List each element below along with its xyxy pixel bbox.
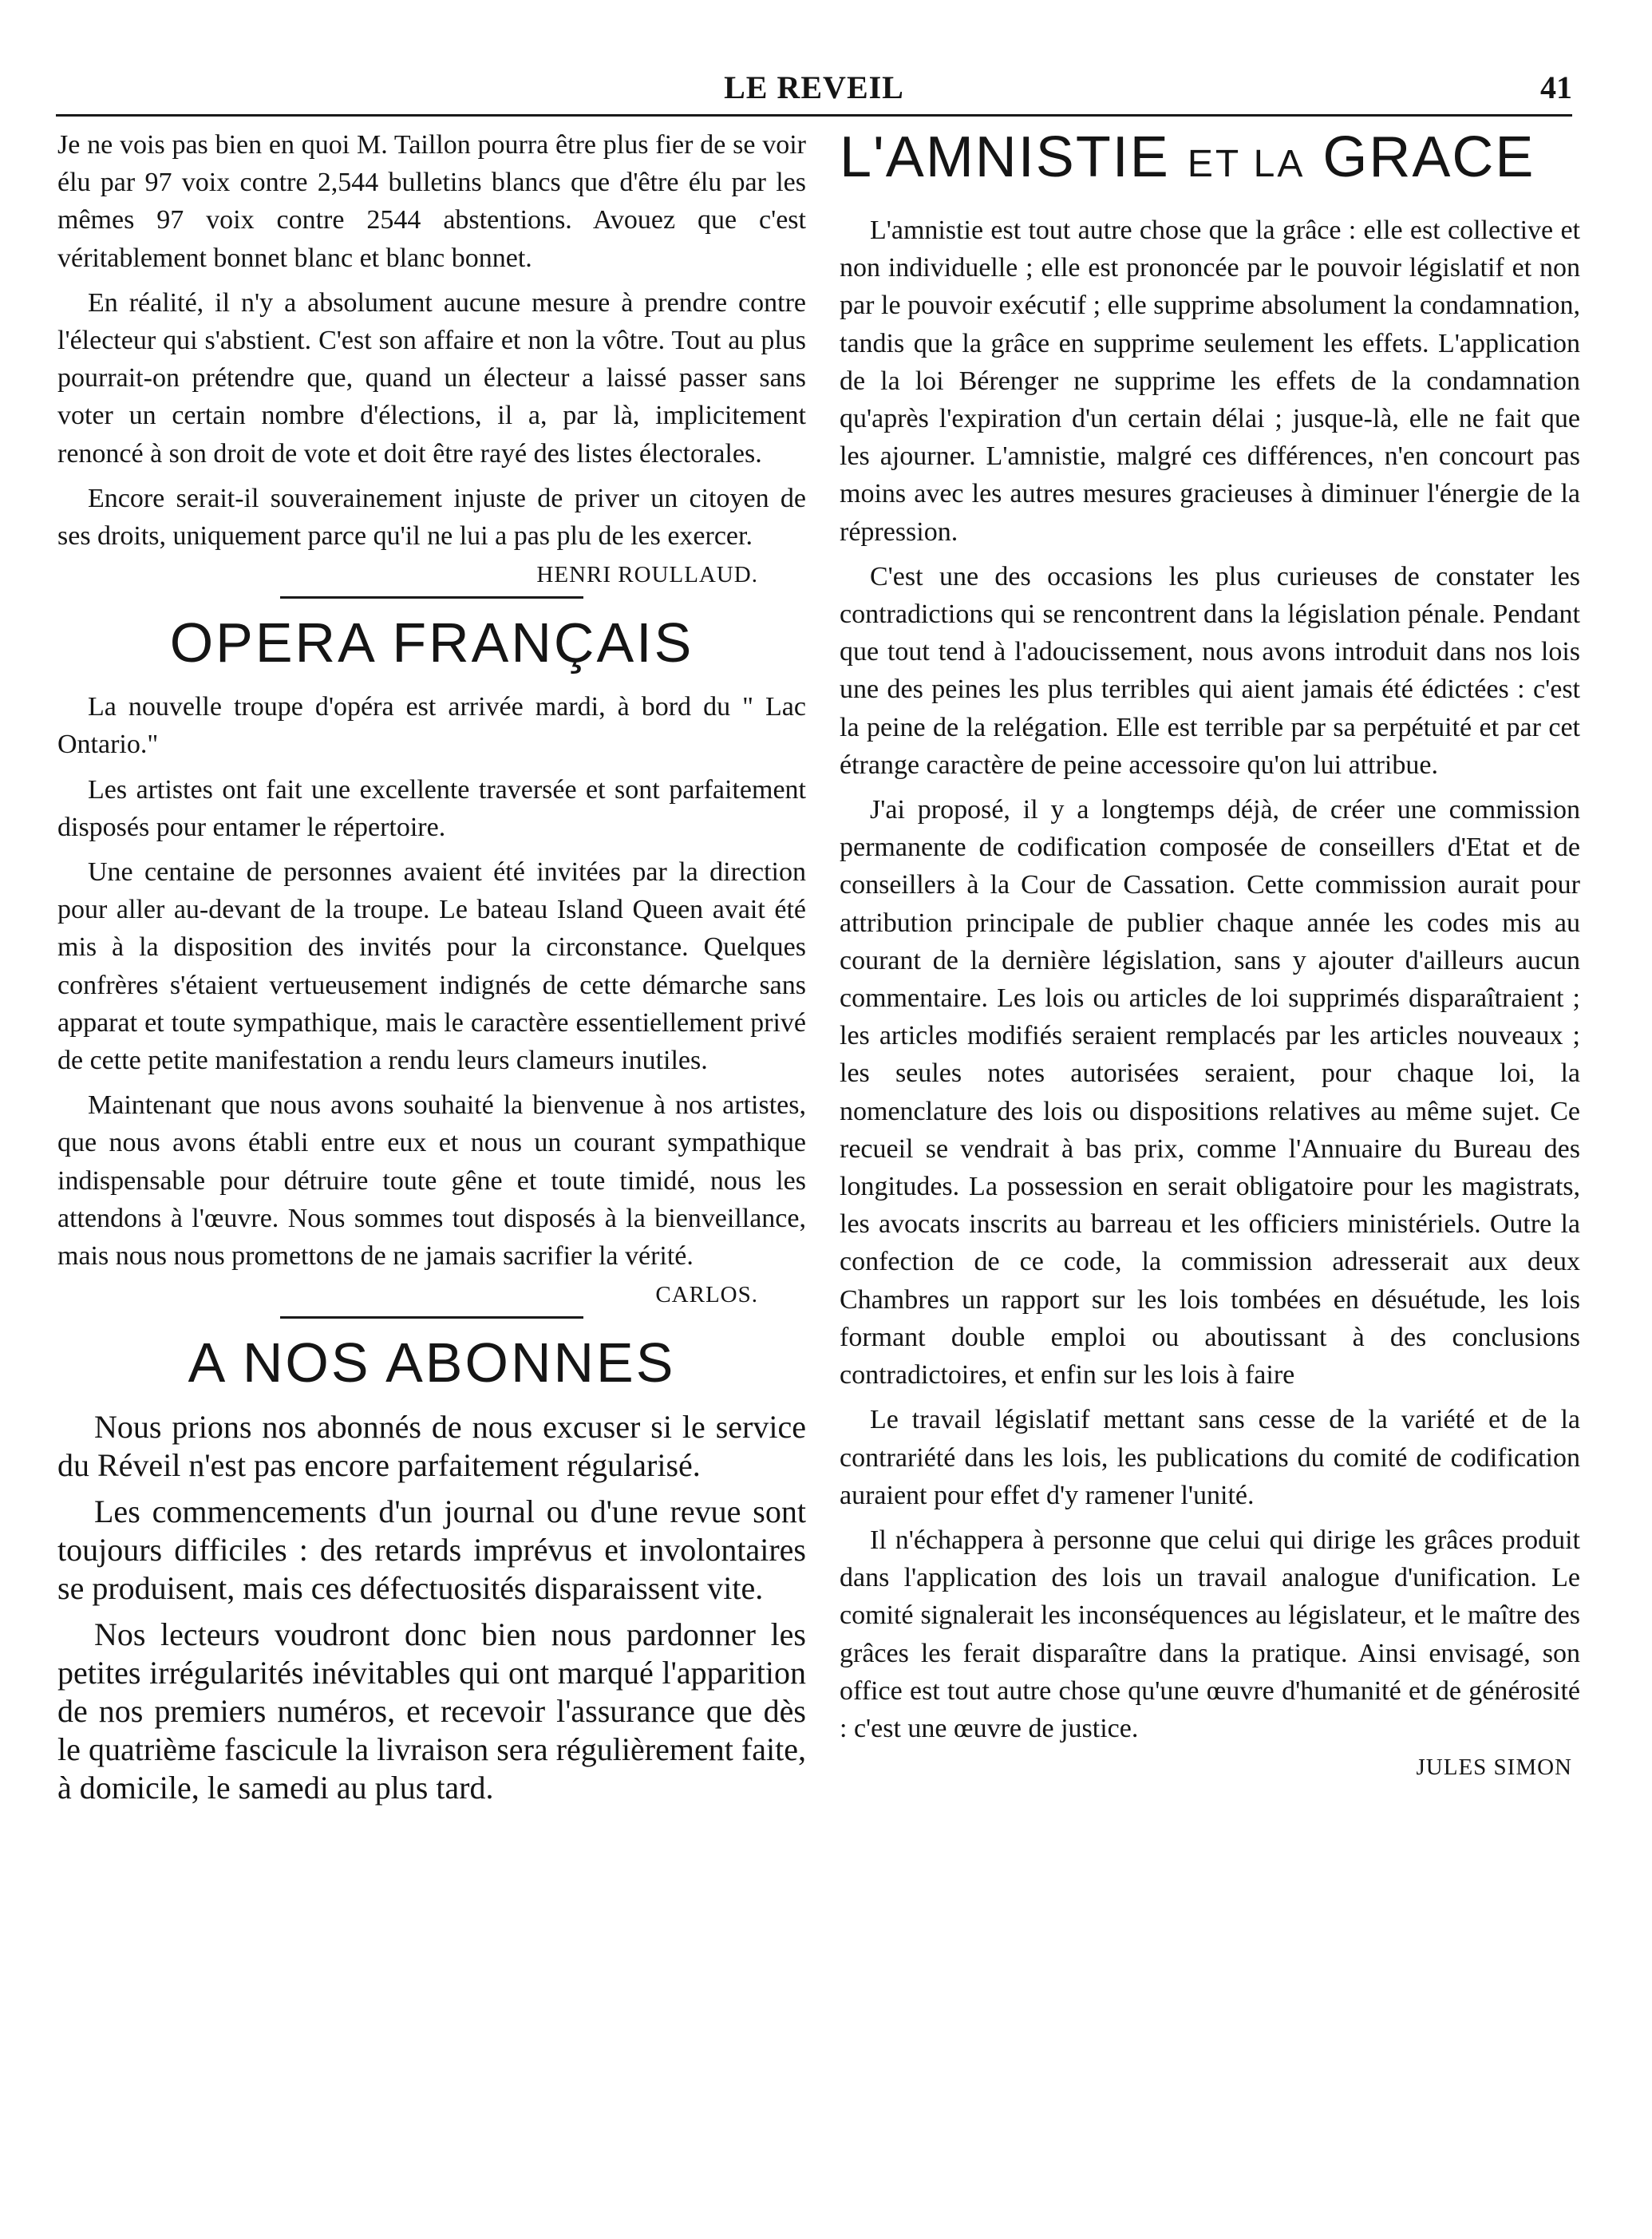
amnistie-heading	[840, 126, 1580, 196]
amnistie-paragraph-3: J'ai proposé, il y a longtemps déjà, de créer une commission permanente de codification composée de conseillers d'Etat et de conseillers à la Cour de Cassation. Cette commission aurait pour attribution principale de publier chaque année les codes mis au courant de la dernière législation, sans y ajouter d'ailleurs aucun commentaire. Les lois ou articles de loi supprimés disparaîtraient ; les articles modifiés seraient remplacés par les articles nouveaux ; les seules notes autorisées seraient, pour chaque loi, la nomenclature des lois ou dispositions relatives au même sujet. Ce recueil se vendrait à bas prix, comme l'Annuaire du Bureau des longitudes. La possession en serait obligatoire pour les magistrats, les avocats inscrits au barreau et les officiers ministériels. Outre la confection de ce code, la commission adresserait aux deux Chambres un rapport sur les lois tombées en désuétude, les lois formant double emploi ou aboutissant à des conclusions contradictoires, et enfin sur les lois à faire	[840, 795, 1580, 1390]
section-divider	[280, 596, 583, 599]
amnistie-heading-part2: ET LA	[1187, 143, 1306, 185]
opera-heading: OPERA FRANÇAIS	[169, 611, 694, 674]
opera-paragraph-2: Les artistes ont fait une excellente traversée et sont parfaitement disposés pour entamer le répertoire.	[57, 774, 806, 842]
amnistie-paragraph-1: L'amnistie est tout autre chose que la grâce : elle est collective et non individuelle ; elle est prononcée par le pouvoir législatif et non par le pouvoir exécutif ; elle supprime absolument la condamnation, tandis que la grâce en supprime seulement les effets. L'application de la loi Bérenger ne supprime les effets de la condamnation qu'après l'expiration d'un certain délai ; jusque-là, elle ne fait que les ajourner. L'amnistie, malgré ces différences, n'en concourt pas moins avec les autres mesures gracieuses à diminuer l'énergie de la répression.	[840, 216, 1580, 547]
right-column	[840, 126, 1580, 1789]
intro-paragraph-1: Je ne vois pas bien en quoi M. Taillon pourra être plus fier de se voir élu par 97 voix contre 2,544 bulletins blancs que d'être élu par les mêmes 97 voix contre 2544 abstentions. Avouez que c'est véritablement bonnet blanc et blanc bonnet.	[57, 130, 806, 273]
intro-paragraph-3: Encore serait-il souverainement injuste de priver un citoyen de ses droits, uniquement parce qu'il ne lui a pas plu de les exercer.	[57, 483, 806, 552]
abonnes-heading: A NOS ABONNES	[188, 1331, 676, 1394]
opera-paragraph-1: La nouvelle troupe d'opéra est arrivée mardi, à bord du " Lac Ontario."	[57, 692, 806, 760]
journal-title: LE REVEIL	[724, 69, 904, 105]
abonnes-paragraph-2: Les commencements d'un journal ou d'une revue sont toujours difficiles : des retards imprévus et involontaires se produisent, mais ces défectuosités disparaissent vite.	[57, 1493, 806, 1607]
left-column	[57, 126, 806, 1815]
amnistie-paragraph-5: Il n'échappera à personne que celui qui dirige les grâces produit dans l'application des lois un travail analogue d'unification. Le comité signalerait les inconséquences au législateur, et le maître des grâces les ferait disparaître dans la pratique. Ainsi envisagé, son office est tout autre chose qu'une œuvre d'humanité et de générosité : c'est une œuvre de justice.	[840, 1525, 1580, 1743]
abonnes-paragraph-3: Nos lecteurs voudront donc bien nous pardonner les petites irrégularités inévitables qui ont marqué l'apparition de nos premiers numéros, et recevoir l'assurance que dès le quatrième fascicule la livraison sera régulièrement faite, à domicile, le samedi au plus tard.	[57, 1616, 806, 1806]
opera-paragraph-4: Maintenant que nous avons souhaité la bienvenue à nos artistes, que nous avons établi entre eux et nous un courant sympathique indispensable pour détruire toute gêne et toute timidé, nous les attendons à l'œuvre. Nous sommes tout disposés à la bienveillance, mais nous nous promettons de ne jamais sacrifier la vérité.	[57, 1090, 806, 1272]
abonnes-paragraph-1: Nous prions nos abonnés de nous excuser si le service du Réveil n'est pas encore parfaitement régularisé.	[57, 1409, 806, 1484]
page-header	[56, 64, 1572, 112]
intro-signature: HENRI ROULLAUD.	[536, 562, 758, 588]
amnistie-paragraph-2: C'est une des occasions les plus curieuses de constater les contradictions qui se rencontrent dans la législation pénale. Pendant que tout tend à l'adoucissement, nous avons introduit dans nos lois une des peines les plus terribles qui aient jamais été édictées : c'est la peine de la relégation. Elle est terrible par sa perpétuité et par cet étrange caractère de peine accessoire qu'on lui attribue.	[840, 561, 1580, 780]
header-rule	[56, 114, 1572, 117]
amnistie-signature: JULES SIMON	[1416, 1754, 1572, 1781]
section-divider	[280, 1316, 583, 1319]
amnistie-heading-part1: L'AMNISTIE	[840, 125, 1170, 189]
page-number: 41	[1540, 69, 1572, 105]
opera-paragraph-3: Une centaine de personnes avaient été invitées par la direction pour aller au-devant de la troupe. Le bateau Island Queen avait été mis à la disposition des invités pour la circonstance. Quelques confrères s'étaient vertueusement indignés de cette démarche sans apparat et toute sympathique, mais le caractère essentiellement privé de cette petite manifestation a rendu leurs clameurs inutiles.	[57, 857, 806, 1076]
amnistie-paragraph-4: Le travail législatif mettant sans cesse de la variété et de la contrariété dans les lois, les publications du comité de codification auraient pour effet d'y ramener l'unité.	[840, 1405, 1580, 1510]
opera-signature: CARLOS.	[655, 1282, 758, 1308]
amnistie-heading-part3: GRACE	[1322, 125, 1535, 189]
intro-paragraph-2: En réalité, il n'y a absolument aucune mesure à prendre contre l'électeur qui s'abstient. C'est son affaire et non la vôtre. Tout au plus pourrait-on prétendre que, quand un électeur a laissé passer sans voter un certain nombre d'élections, il a, par là, implicitement renoncé à son droit de vote et doit être rayé des listes électorales.	[57, 287, 806, 469]
